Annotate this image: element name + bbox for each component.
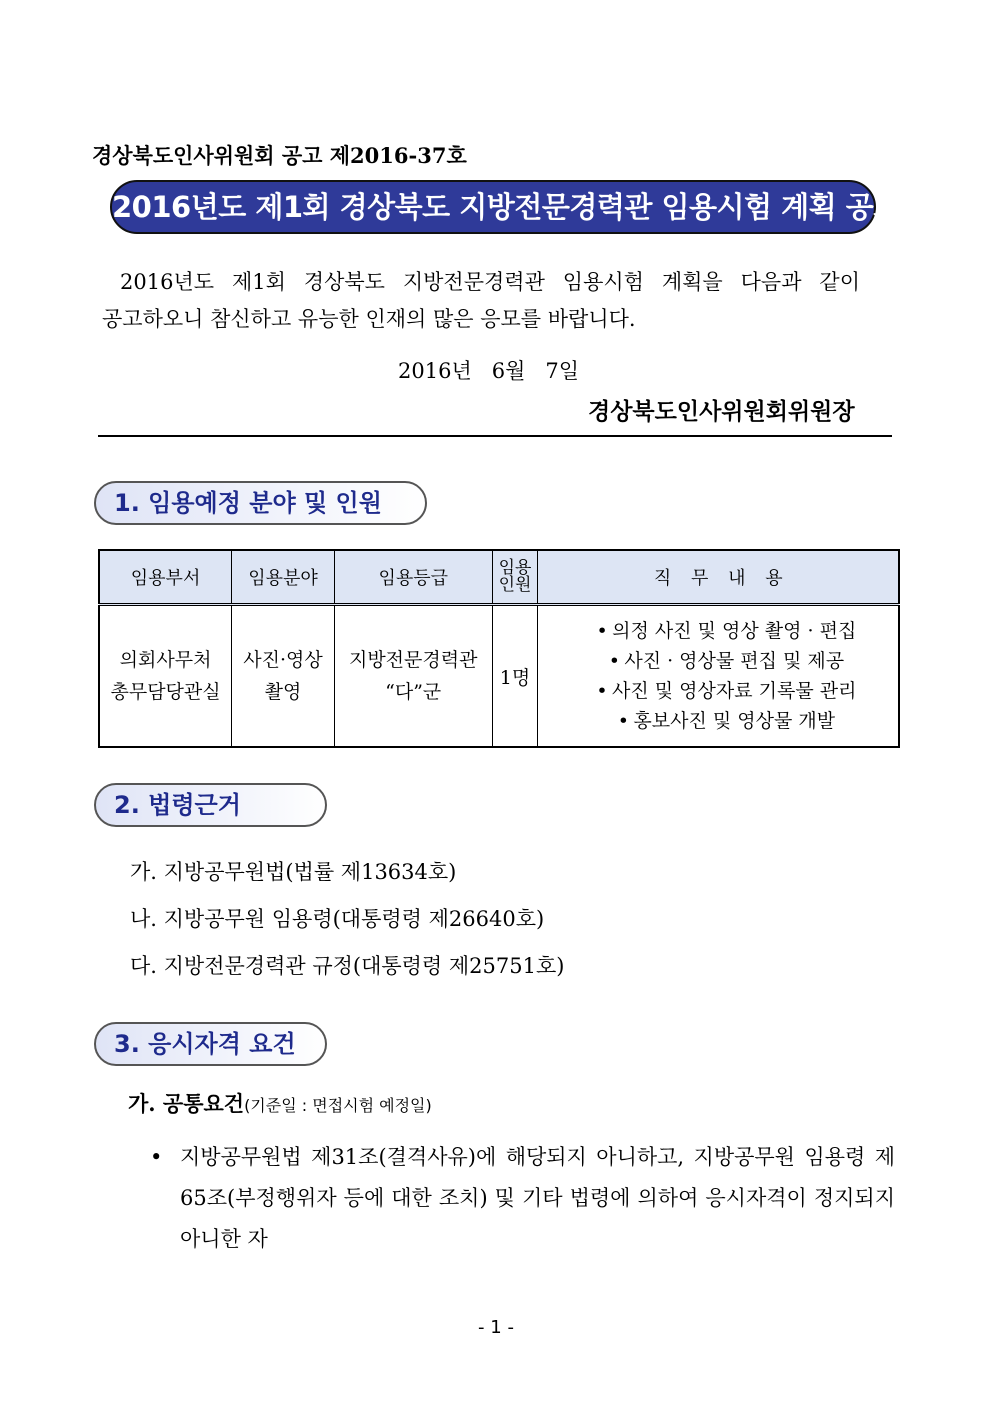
legal-basis-item: 나. 지방공무원 임용령(대통령령 제26640호): [130, 907, 545, 931]
table-row: [99, 605, 899, 748]
cell-field: [232, 605, 335, 748]
duty-item: • 사진 · 영상물 편집 및 제공: [550, 646, 898, 676]
cell-count: 1명: [492, 605, 538, 748]
field-line-2: 촬영: [264, 681, 302, 703]
dept-line-2: 총무담당관실: [110, 681, 221, 703]
table-header-row: [99, 550, 899, 605]
notice-number: 경상북도인사위원회 공고 제2016-37호: [92, 143, 467, 168]
common-requirements-label: 가. 공통요건: [128, 1091, 245, 1116]
issuer: 경상북도인사위원회위원장: [588, 398, 855, 425]
header-count: 임용 인원: [492, 550, 538, 605]
intro-line-2: 공고하오니 참신하고 유능한 인재의 많은 응모를 바랍니다.: [102, 307, 636, 331]
intro-line-1: 2016년도 제1회 경상북도 지방전문경력관 임용시험 계획을 다음과 같이: [120, 270, 860, 294]
header-field: 임용분야: [232, 550, 335, 605]
recruitment-table: [98, 549, 900, 748]
legal-basis-item: 다. 지방전문경력관 규정(대통령령 제25751호): [130, 954, 565, 978]
duty-item: • 의정 사진 및 영상 촬영 · 편집: [550, 616, 898, 646]
duty-item: • 사진 및 영상자료 기록물 관리: [550, 676, 898, 706]
dept-line-1: 의회사무처: [119, 649, 212, 671]
field-line-1: 사진·영상: [243, 649, 323, 671]
reference-date-note: (기준일 : 면접시험 예정일): [244, 1096, 432, 1115]
section-1-heading: 1. 임용예정 분야 및 인원: [94, 481, 427, 525]
header-grade: 임용등급: [334, 550, 492, 605]
grade-line-2: “다”군: [385, 681, 442, 703]
section-2-heading: 2. 법령근거: [94, 783, 327, 827]
legal-basis-item: 가. 지방공무원법(법률 제13634호): [130, 860, 457, 884]
requirement-text: 지방공무원법 제31조(결격사유)에 해당되지 아니하고, 지방공무원 임용령 제65조(부정행위자 등에 대한 조치) 및 기타 법령에 의하여 응시자격이 정지되지 아니한 자: [180, 1145, 895, 1251]
page-number: - 1 -: [478, 1317, 514, 1338]
cell-dept: [99, 605, 232, 748]
notice-date: 2016년 6월 7일: [398, 359, 580, 383]
cell-grade: [334, 605, 492, 748]
header-duties: 직 무 내 용: [538, 550, 899, 605]
header-dept: 임용부서: [99, 550, 232, 605]
grade-line-1: 지방전문경력관: [348, 649, 478, 671]
document-title: 2016년도 제1회 경상북도 지방전문경력관 임용시험 계획 공고: [110, 180, 876, 234]
requirement-bullet: [150, 1137, 895, 1260]
section-3-heading: 3. 응시자격 요건: [94, 1022, 327, 1066]
divider-line: [98, 435, 892, 437]
duty-item: • 홍보사진 및 영상물 개발: [550, 706, 898, 736]
common-requirements-heading: [128, 1088, 432, 1118]
cell-duties: [538, 605, 899, 748]
bullet-icon: •: [150, 1145, 163, 1169]
